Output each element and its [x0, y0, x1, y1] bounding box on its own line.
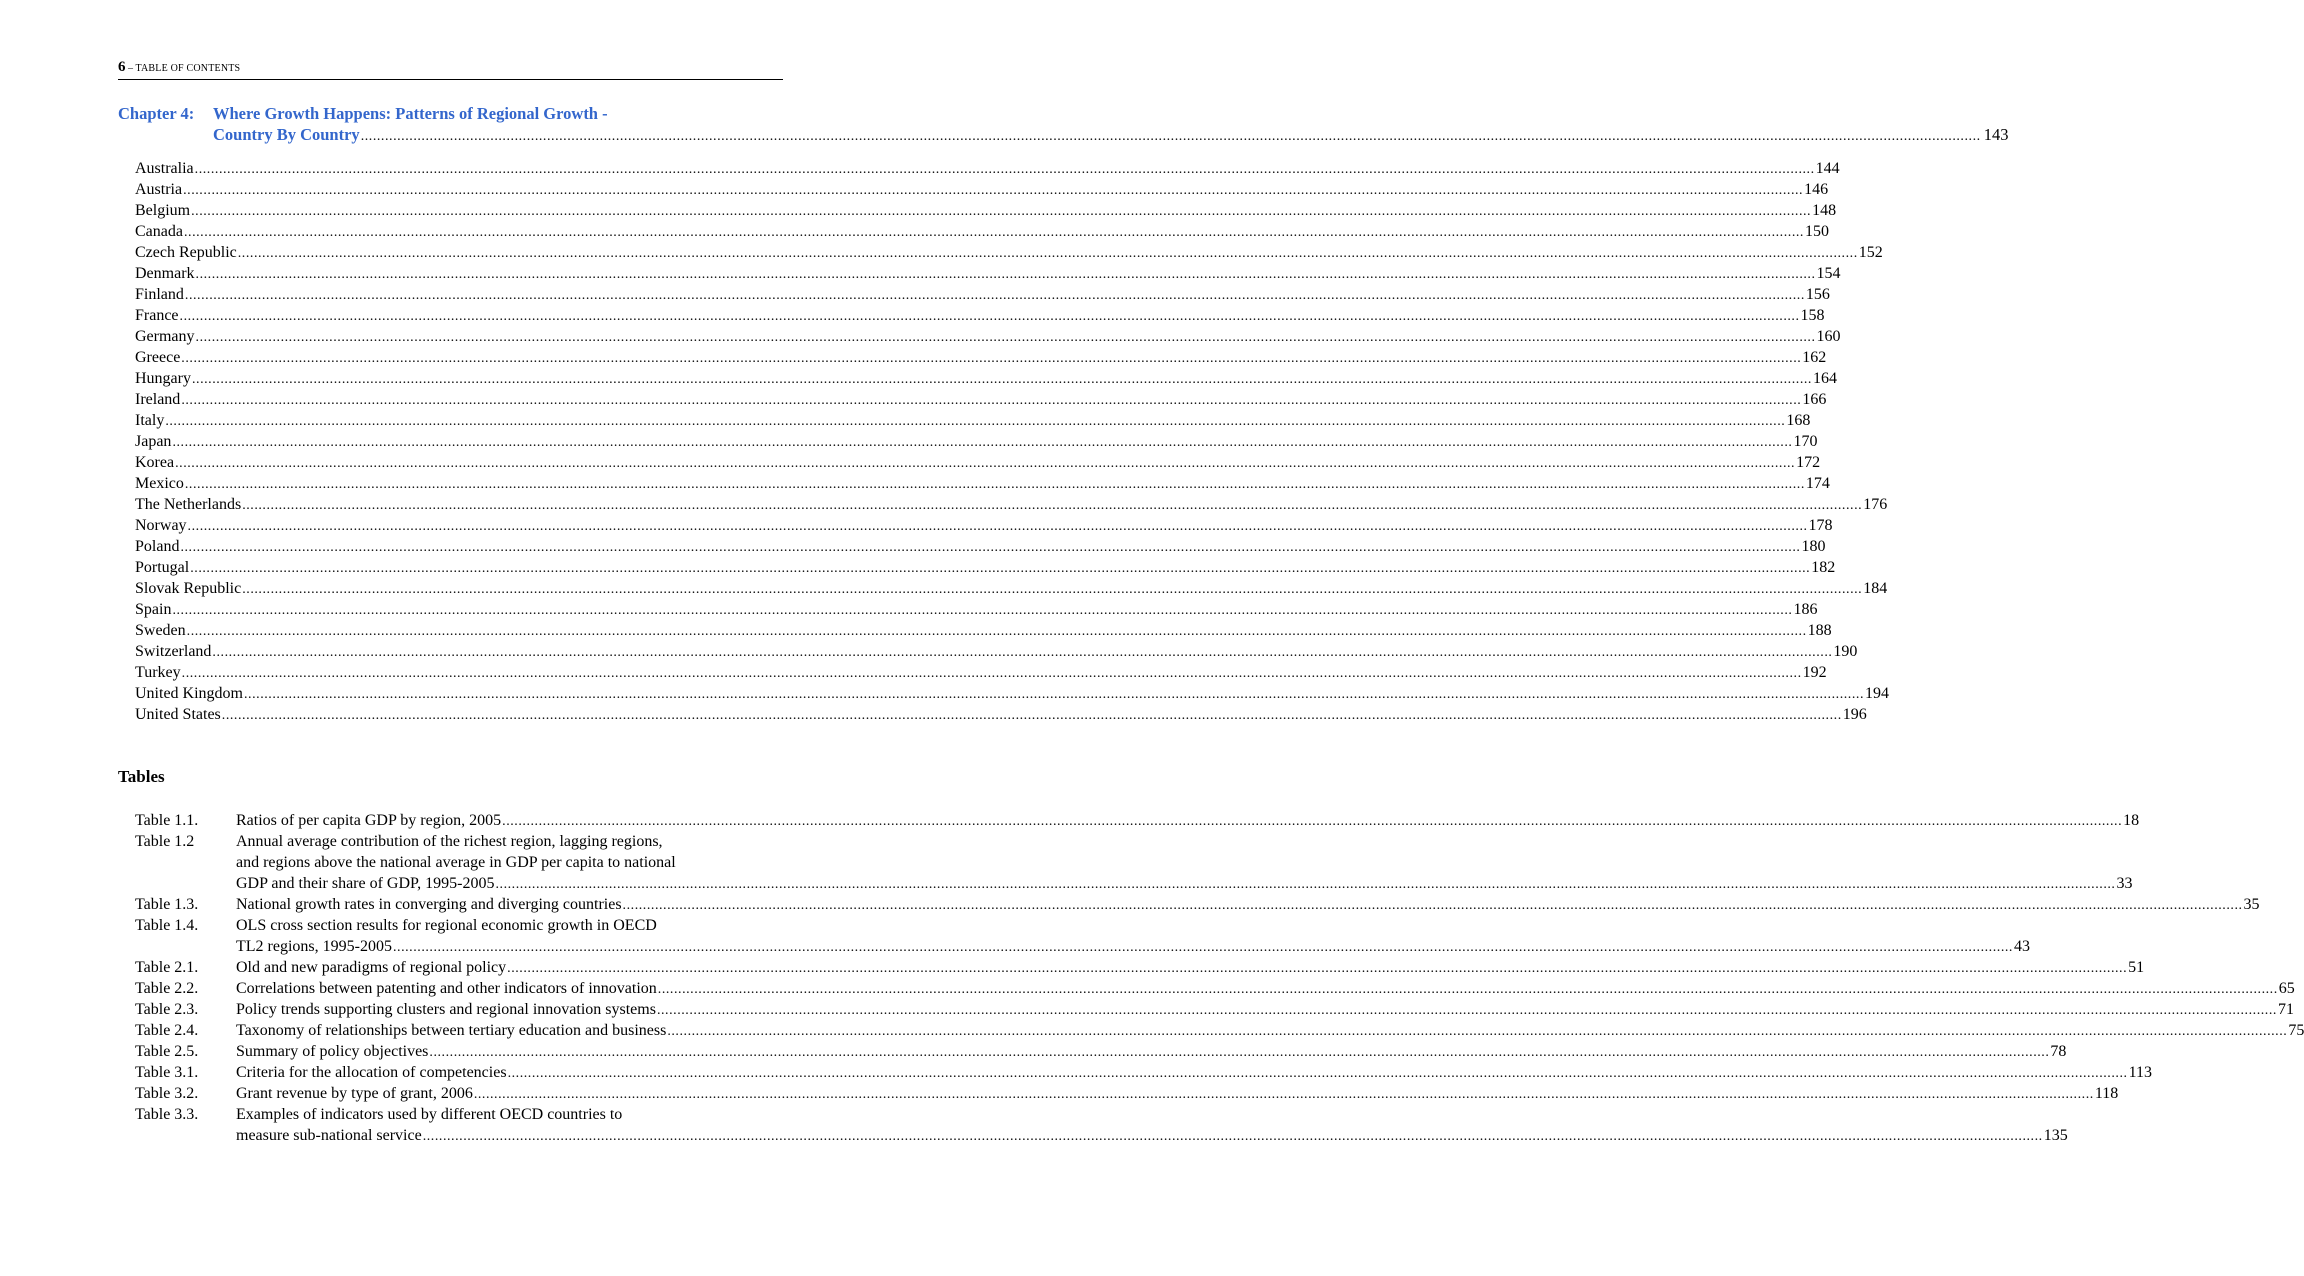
- toc-entry-country[interactable]: [135, 200, 1837, 221]
- table-caption-last-line: [236, 894, 2260, 915]
- entry-page-number: 144: [1815, 160, 1840, 177]
- entry-page-number: 170: [1793, 433, 1818, 450]
- chapter-title-line2: Country By Country: [213, 125, 360, 144]
- dot-leader: ................................................................................................................................................................................................................................................................................................................................................................................................................: [507, 1066, 2128, 1081]
- entry-page-number: 71: [2277, 1001, 2294, 1018]
- entry-page-number: 148: [1812, 202, 1837, 219]
- dot-leader: ................................................................................................................................................................................................................................................................................................................................................................................................................: [184, 288, 1805, 303]
- country-name: Belgium: [135, 202, 191, 219]
- table-label: Table 1.4.: [135, 917, 199, 934]
- entry-page-number: 135: [2043, 1127, 2068, 1144]
- table-caption: [236, 915, 2030, 957]
- entry-page-number: 196: [1842, 706, 1867, 723]
- table-caption-last-line: [236, 1062, 2152, 1083]
- dot-leader: ................................................................................................................................................................................................................................................................................................................................................................................................................: [181, 666, 1802, 681]
- table-caption-line: OLS cross section results for regional economic growth in OECD: [236, 917, 657, 934]
- table-caption: [236, 1062, 2152, 1083]
- toc-entry-table[interactable]: [135, 1062, 2152, 1083]
- country-name: United Kingdom: [135, 685, 243, 702]
- dot-leader: ................................................................................................................................................................................................................................................................................................................................................................................................................: [495, 877, 2116, 892]
- table-label: Table 1.1.: [135, 812, 199, 829]
- table-caption-line: Correlations between patenting and other indicators of innovation: [236, 980, 657, 997]
- dot-leader: ................................................................................................................................................................................................................................................................................................................................................................................................................: [657, 982, 2278, 997]
- toc-entry-table[interactable]: [135, 831, 2133, 894]
- country-name: Korea: [135, 454, 175, 471]
- dot-leader: ................................................................................................................................................................................................................................................................................................................................................................................................................: [172, 603, 1793, 618]
- dot-leader: ................................................................................................................................................................................................................................................................................................................................................................................................................: [181, 351, 1802, 366]
- country-name: Germany: [135, 328, 195, 345]
- chapter-page-number: 143: [1983, 125, 2009, 144]
- table-caption-line: measure sub-national service: [236, 1127, 422, 1144]
- entry-page-number: 176: [1863, 496, 1888, 513]
- entry-page-number: 188: [1807, 622, 1832, 639]
- entry-page-number: 154: [1816, 265, 1841, 282]
- entry-page-number: 113: [2128, 1064, 2152, 1081]
- page-footer: [305, 1193, 780, 1201]
- toc-entry-table[interactable]: [135, 915, 2030, 957]
- country-name: France: [135, 307, 179, 324]
- toc-entry-table[interactable]: [135, 894, 2260, 915]
- toc-entry-country[interactable]: [135, 599, 1818, 620]
- table-caption: [236, 1104, 2068, 1146]
- page-number: 6: [118, 59, 126, 75]
- dot-leader: ................................................................................................................................................................................................................................................................................................................................................................................................................: [221, 708, 1842, 723]
- table-caption: [236, 978, 2295, 999]
- table-caption-line: GDP and their share of GDP, 1995-2005: [236, 875, 495, 892]
- entry-page-number: 162: [1802, 349, 1827, 366]
- dot-leader: ................................................................................................................................................................................................................................................................................................................................................................................................................: [473, 1087, 2094, 1102]
- dot-leader: ................................................................................................................................................................................................................................................................................................................................................................................................................: [667, 1024, 2288, 1039]
- table-caption: [236, 831, 2132, 894]
- dot-leader: ................................................................................................................................................................................................................................................................................................................................................................................................................: [172, 435, 1793, 450]
- toc-entry-country[interactable]: [135, 158, 1840, 179]
- table-caption-last-line: [236, 978, 2295, 999]
- tables-heading: Tables: [118, 767, 165, 786]
- dot-leader: ................................................................................................................................................................................................................................................................................................................................................................................................................: [195, 330, 1816, 345]
- entry-page-number: 78: [2050, 1043, 2067, 1060]
- toc-entry-table[interactable]: [135, 957, 2145, 978]
- chapter-title-line1: Where Growth Happens: Patterns of Regional Growth -: [213, 104, 608, 123]
- table-label: Table 3.1.: [135, 1064, 199, 1081]
- table-caption-line: National growth rates in converging and diverging countries: [236, 896, 622, 913]
- entry-page-number: 18: [2123, 812, 2140, 829]
- table-caption-last-line: [236, 1083, 2118, 1104]
- entry-page-number: 33: [2116, 875, 2133, 892]
- country-name: Austria: [135, 181, 183, 198]
- dot-leader: ................................................................................................................................................................................................................................................................................................................................................................................................................: [656, 1003, 2277, 1018]
- dot-leader: ................................................................................................................................................................................................................................................................................................................................................................................................................: [183, 225, 1804, 240]
- toc-entry-country[interactable]: [135, 242, 1883, 263]
- dot-leader: ................................................................................................................................................................................................................................................................................................................................................................................................................: [180, 540, 1801, 555]
- table-caption-last-line: [236, 810, 2139, 831]
- toc-entry-country[interactable]: [135, 452, 1821, 473]
- country-name: Hungary: [135, 370, 191, 387]
- dot-leader: ................................................................................................................................................................................................................................................................................................................................................................................................................: [212, 645, 1833, 660]
- table-caption-last-line: [236, 1041, 2066, 1062]
- dot-leader: ................................................................................................................................................................................................................................................................................................................................................................................................................: [242, 582, 1863, 597]
- entry-page-number: 152: [1858, 244, 1883, 261]
- entry-page-number: 65: [2278, 980, 2295, 997]
- dot-leader: ................................................................................................................................................................................................................................................................................................................................................................................................................: [175, 456, 1796, 471]
- toc-entry-table[interactable]: [135, 1041, 2067, 1062]
- dot-leader: ................................................................................................................................................................................................................................................................................................................................................................................................................: [183, 183, 1804, 198]
- entry-page-number: 150: [1804, 223, 1829, 240]
- table-label: Table 2.1.: [135, 959, 199, 976]
- table-label: Table 2.2.: [135, 980, 199, 997]
- country-name: Canada: [135, 223, 183, 240]
- entry-page-number: 172: [1796, 454, 1821, 471]
- table-caption: [236, 999, 2294, 1020]
- table-caption-line: and regions above the national average in GDP per capita to national: [236, 854, 676, 871]
- country-name: Ireland: [135, 391, 181, 408]
- toc-entry-table[interactable]: [135, 1083, 2119, 1104]
- dot-leader: ................................................................................................................................................................................................................................................................................................................................................................................................................: [502, 814, 2123, 829]
- table-caption: [236, 1020, 2304, 1041]
- country-name: Portugal: [135, 559, 190, 576]
- dot-leader: ................................................................................................................................................................................................................................................................................................................................................................................................................: [194, 162, 1815, 177]
- dot-leader: ................................................................................................................................................................................................................................................................................................................................................................................................................: [429, 1045, 2050, 1060]
- toc-entry-country[interactable]: [135, 179, 1829, 200]
- entry-page-number: 194: [1865, 685, 1889, 702]
- dot-leader: ................................................................................................................................................................................................................................................................................................................................................................................................................: [242, 498, 1863, 513]
- toc-entry-table[interactable]: [135, 978, 2295, 999]
- section-title: TABLE OF CONTENTS: [135, 63, 241, 74]
- table-caption-last-line: [236, 1125, 2068, 1146]
- chapter-title-line2-row: [213, 125, 2009, 145]
- country-name: Turkey: [135, 664, 181, 681]
- toc-entry-country[interactable]: [135, 473, 1830, 494]
- toc-entry-country[interactable]: [135, 410, 1811, 431]
- toc-entry-table[interactable]: [135, 999, 2294, 1020]
- country-name: Australia: [135, 160, 194, 177]
- table-caption: [236, 1083, 2118, 1104]
- entry-page-number: 118: [2094, 1085, 2119, 1102]
- toc-entry-country[interactable]: [135, 662, 1827, 683]
- entry-page-number: 184: [1863, 580, 1888, 597]
- table-caption-last-line: [236, 957, 2144, 978]
- table-caption-line: TL2 regions, 1995-2005: [236, 938, 392, 955]
- dot-leader: ................................................................................................................................................................................................................................................................................................................................................................................................................: [507, 961, 2128, 976]
- entry-page-number: 180: [1801, 538, 1826, 555]
- entry-page-number: 146: [1804, 181, 1829, 198]
- toc-entry-country[interactable]: [135, 683, 1889, 704]
- table-caption: [236, 894, 2260, 915]
- toc-entry-country[interactable]: [135, 305, 1825, 326]
- country-name: Norway: [135, 517, 187, 534]
- tables-list: [135, 810, 2304, 1146]
- dot-leader: ................................................................................................................................................................................................................................................................................................................................................................................................................: [181, 393, 1802, 408]
- table-caption-last-line: [236, 873, 2132, 894]
- entry-page-number: 186: [1793, 601, 1818, 618]
- table-caption-last-line: [236, 1020, 2304, 1041]
- toc-entry-country[interactable]: [135, 368, 1837, 389]
- page-header: [118, 58, 783, 80]
- dot-leader: ................................................................................................................................................................................................................................................................................................................................................................................................................: [187, 519, 1808, 534]
- table-caption-last-line: [236, 936, 2030, 957]
- table-caption-line: Annual average contribution of the richest region, lagging regions,: [236, 833, 663, 850]
- dot-leader: ................................................................................................................................................................................................................................................................................................................................................................................................................: [179, 309, 1800, 324]
- toc-entry-country[interactable]: [135, 578, 1888, 599]
- country-name: Switzerland: [135, 643, 212, 660]
- table-label: Table 2.3.: [135, 1001, 199, 1018]
- country-name: Poland: [135, 538, 180, 555]
- country-name: Finland: [135, 286, 184, 303]
- toc-entry-country[interactable]: [135, 284, 1830, 305]
- entry-page-number: 164: [1812, 370, 1837, 387]
- country-name: Japan: [135, 433, 172, 450]
- table-caption-line: Grant revenue by type of grant, 2006: [236, 1085, 473, 1102]
- entry-page-number: 178: [1808, 517, 1833, 534]
- dot-leader: ................................................................................................................................................................................................................................................................................................................................................................................................................: [186, 624, 1807, 639]
- table-caption-line: Summary of policy objectives: [236, 1043, 429, 1060]
- table-caption: [236, 810, 2139, 831]
- entry-page-number: 192: [1802, 664, 1827, 681]
- country-name: Sweden: [135, 622, 186, 639]
- dot-leader: ................................................................................................................................................................................................................................................................................................................................................................................................................: [184, 477, 1805, 492]
- table-label: Table 2.4.: [135, 1022, 199, 1039]
- toc-entry-country[interactable]: [135, 494, 1888, 515]
- toc-entry-country[interactable]: [135, 431, 1818, 452]
- header-separator: –: [125, 63, 136, 74]
- entry-page-number: 158: [1800, 307, 1825, 324]
- dot-leader: ................................................................................................................................................................................................................................................................................................................................................................................................................: [422, 1129, 2043, 1144]
- toc-entry-table[interactable]: [135, 1104, 2068, 1146]
- table-label: Table 1.3.: [135, 896, 199, 913]
- country-name: United States: [135, 706, 221, 723]
- table-caption: [236, 1041, 2066, 1062]
- country-name: Italy: [135, 412, 165, 429]
- toc-entry-country[interactable]: [135, 326, 1841, 347]
- toc-entry-country[interactable]: [135, 536, 1826, 557]
- toc-entry-country[interactable]: [135, 620, 1832, 641]
- table-caption-line: Taxonomy of relationships between tertiary education and business: [236, 1022, 667, 1039]
- country-name: Spain: [135, 601, 172, 618]
- toc-entry-country[interactable]: [135, 389, 1827, 410]
- entry-page-number: 75: [2288, 1022, 2304, 1039]
- toc-entry-country[interactable]: [135, 704, 1867, 725]
- dot-leader: ................................................................................................................................................................................................................................................................................................................................................................................................................: [190, 561, 1811, 576]
- country-list: [135, 158, 1889, 725]
- toc-entry-country[interactable]: [135, 263, 1841, 284]
- toc-entry-country[interactable]: [135, 347, 1827, 368]
- entry-page-number: 182: [1811, 559, 1836, 576]
- dot-leader: ................................................................................................................................................................................................................................................................................................................................................................................................................: [191, 204, 1812, 219]
- entry-page-number: 43: [2013, 938, 2030, 955]
- entry-page-number: 160: [1816, 328, 1841, 345]
- toc-entry-country[interactable]: [135, 641, 1858, 662]
- entry-page-number: 168: [1786, 412, 1811, 429]
- table-label: Table 3.3.: [135, 1106, 199, 1123]
- entry-page-number: 51: [2128, 959, 2145, 976]
- table-caption-line: Criteria for the allocation of competencies: [236, 1064, 507, 1081]
- table-caption-line: Examples of indicators used by different OECD countries to: [236, 1106, 623, 1123]
- toc-entry-table[interactable]: [135, 810, 2140, 831]
- dot-leader: ................................................................................................................................................................................................................................................................................................................................................................................................................: [237, 246, 1858, 261]
- country-name: Slovak Republic: [135, 580, 242, 597]
- dot-leader: ................................................................................................................................................................................................................................................................................................................................................................................................................: [392, 940, 2013, 955]
- dot-leader: ................................................................................................................................................................................................................................................................................................................................................................................................................: [191, 372, 1812, 387]
- table-caption-line: Old and new paradigms of regional policy: [236, 959, 507, 976]
- entry-page-number: 166: [1802, 391, 1827, 408]
- country-name: The Netherlands: [135, 496, 242, 513]
- country-name: Greece: [135, 349, 181, 366]
- country-name: Mexico: [135, 475, 184, 492]
- toc-entry-country[interactable]: [135, 221, 1829, 242]
- entry-page-number: 190: [1833, 643, 1858, 660]
- dot-leader: ................................................................................................................................................................................................................................................................................................................................................................................................................: [360, 129, 1981, 144]
- chapter-label: Chapter 4:: [118, 104, 195, 123]
- entry-page-number: 156: [1805, 286, 1830, 303]
- toc-entry-table[interactable]: [135, 1020, 2304, 1041]
- table-caption-line: Policy trends supporting clusters and regional innovation systems: [236, 1001, 656, 1018]
- table-caption-last-line: [236, 999, 2294, 1020]
- country-name: Czech Republic: [135, 244, 237, 261]
- dot-leader: ................................................................................................................................................................................................................................................................................................................................................................................................................: [622, 898, 2243, 913]
- dot-leader: ................................................................................................................................................................................................................................................................................................................................................................................................................: [165, 414, 1786, 429]
- entry-page-number: 174: [1805, 475, 1830, 492]
- table-label: Table 3.2.: [135, 1085, 199, 1102]
- table-label: Table 1.2: [135, 833, 195, 850]
- table-caption: [236, 957, 2144, 978]
- toc-entry-country[interactable]: [135, 557, 1836, 578]
- table-caption-line: Ratios of per capita GDP by region, 2005: [236, 812, 502, 829]
- toc-entry-country[interactable]: [135, 515, 1833, 536]
- country-name: Denmark: [135, 265, 195, 282]
- dot-leader: ................................................................................................................................................................................................................................................................................................................................................................................................................: [244, 687, 1864, 702]
- dot-leader: ................................................................................................................................................................................................................................................................................................................................................................................................................: [195, 267, 1816, 282]
- entry-page-number: 35: [2243, 896, 2260, 913]
- table-label: Table 2.5.: [135, 1043, 199, 1060]
